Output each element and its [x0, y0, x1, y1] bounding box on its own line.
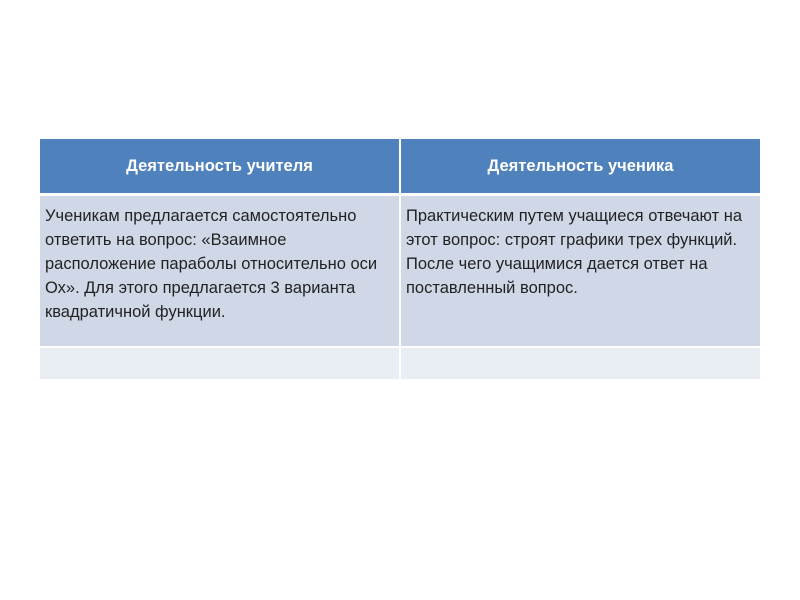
table-header-row — [40, 139, 760, 195]
table-row-empty — [40, 347, 760, 379]
empty-cell — [40, 347, 400, 379]
header-teacher-activity: Деятельность учителя — [40, 139, 400, 195]
teacher-activity-cell: Ученикам предлагается самостоятельно ответить на вопрос: «Взаимное расположение параболы относительно оси Ох». Для этого предлагается 3 варианта квадратичной функции. — [40, 195, 400, 348]
student-activity-cell: Практическим путем учащиеся отвечают на этот вопрос: строят графики трех функций. После чего учащимися дается ответ на поставленный вопрос. — [400, 195, 760, 348]
table-row — [40, 195, 760, 348]
header-student-activity: Деятельность ученика — [400, 139, 760, 195]
activity-table — [40, 139, 760, 379]
empty-cell — [400, 347, 760, 379]
